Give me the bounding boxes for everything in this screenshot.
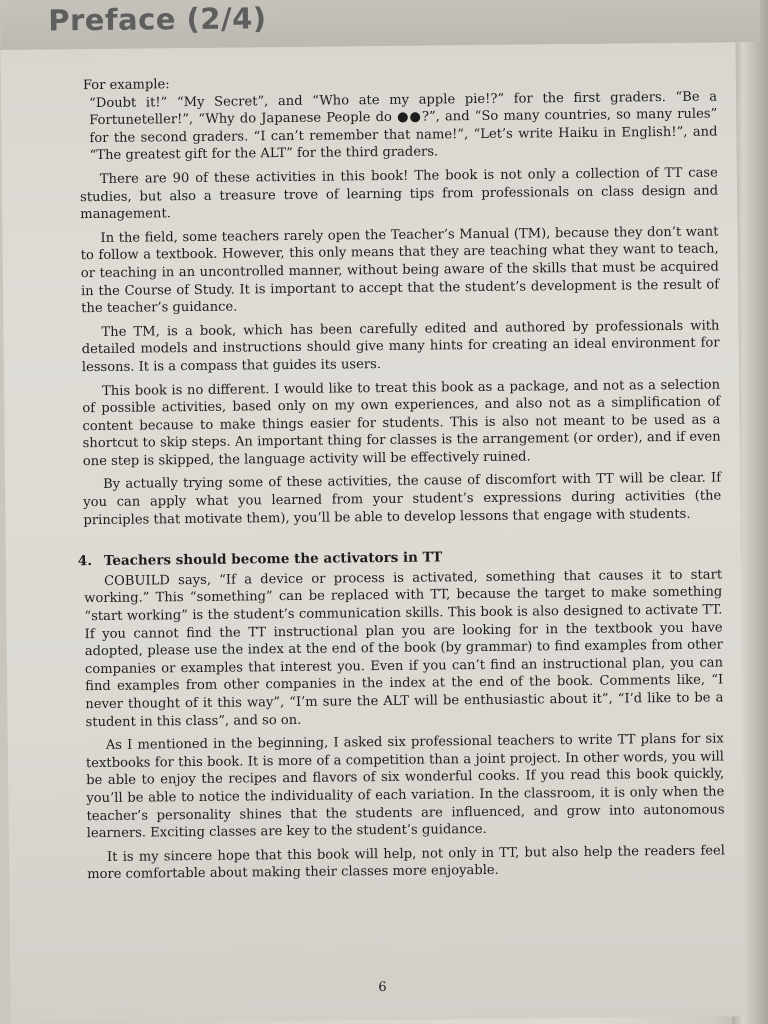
page-body	[79, 70, 725, 890]
section-title: Teachers should become the activators in TT	[103, 549, 443, 570]
paragraph: By actually trying some of these activities, the cause of discomfort with TT will be clear. If you can apply what you learned from your student’s expressions during activities (the principles that motivate them), you’ll be able to develop lessons that engage with students.	[83, 470, 722, 528]
page-number: 6	[378, 980, 387, 996]
page-title: Preface (2/4)	[48, 1, 267, 38]
section-number: 4.	[77, 553, 93, 570]
header-band	[0, 0, 760, 50]
paragraph: In the field, some teachers rarely open the Teacher’s Manual (TM), because they don’t want to follow a textbook. However, this only means that they are teaching what they want to teach, or teaching in an uncontrolled manner, without being aware of the skills that must be acquired in the Course of Study. It is important to accept that the student’s development is the result of the teacher’s guidance.	[80, 224, 720, 317]
paragraph: COBUILD says, “If a device or process is activated, something that causes it to start working.” This “something” can be replaced with TT, because the target to make something “start working” is the student’s communication skills. This book is also designed to activate TT. If you cannot find the TT instructional plan you are looking for in the textbook you have adopted, please use the index at the end of the book (by grammar) to find examples from other companies or examples that interest you. Even if you can’t find an instructional plan, you can find examples from other companies in the index at the end of the book. Comments like, “I never thought of it this way”, “I’m sure the ALT will be enthusiastic about it”, “I’d like to be a student in this class”, and so on.	[84, 567, 724, 730]
example-label: For example:	[82, 77, 170, 94]
example-text: “Doubt it!” “My Secret”, and “Who ate my apple pie!?” for the first graders. “Be a Fortuneteller!”, “Why do Japanese People do ●●?”, and “So many countries, so many rules” for the second graders. “I can’t remember that name!”, “Let’s write Haiku in English!”, and “The greatest gift for the ALT” for the third graders.	[89, 89, 718, 164]
paragraph: It is my sincere hope that this book will help, not only in TT, but also help the readers feel more comfortable about making their classes more enjoyable.	[87, 843, 726, 883]
paragraph: As I mentioned in the beginning, I asked six professional teachers to write TT plans for six textbooks for this book. It is more of a competition than a joint project. In other words, you will be able to enjoy the recipes and flavors of six wonderful cooks. If you read this book quickly, you’ll be able to notice the individuality of each variation. In the classroom, it is only when the teacher’s personality shines that the students are influenced, and grow into autonomous learners. Exciting classes are key to the student’s guidance.	[85, 731, 725, 842]
paragraph: This book is no different. I would like to treat this book as a package, and not as a selection of possible activities, based only on my own experiences, and also not as a simplification of content because to make things easier for students. This is also not meant to be used as a shortcut to skip steps. An important thing for classes is the arrangement (or order), and if even one step is skipped, the language activity will be effectively ruined.	[82, 376, 721, 470]
paragraph: There are 90 of these activities in this book! The book is not only a collection of TT case studies, but also a treasure trove of learning tips from professionals on class design and management.	[79, 165, 719, 223]
paragraph: The TM, is a book, which has been carefully edited and authored by professionals with detailed models and instructions should give many hints for creating an ideal environment for lessons. It is a compass that guides its users.	[81, 318, 720, 376]
